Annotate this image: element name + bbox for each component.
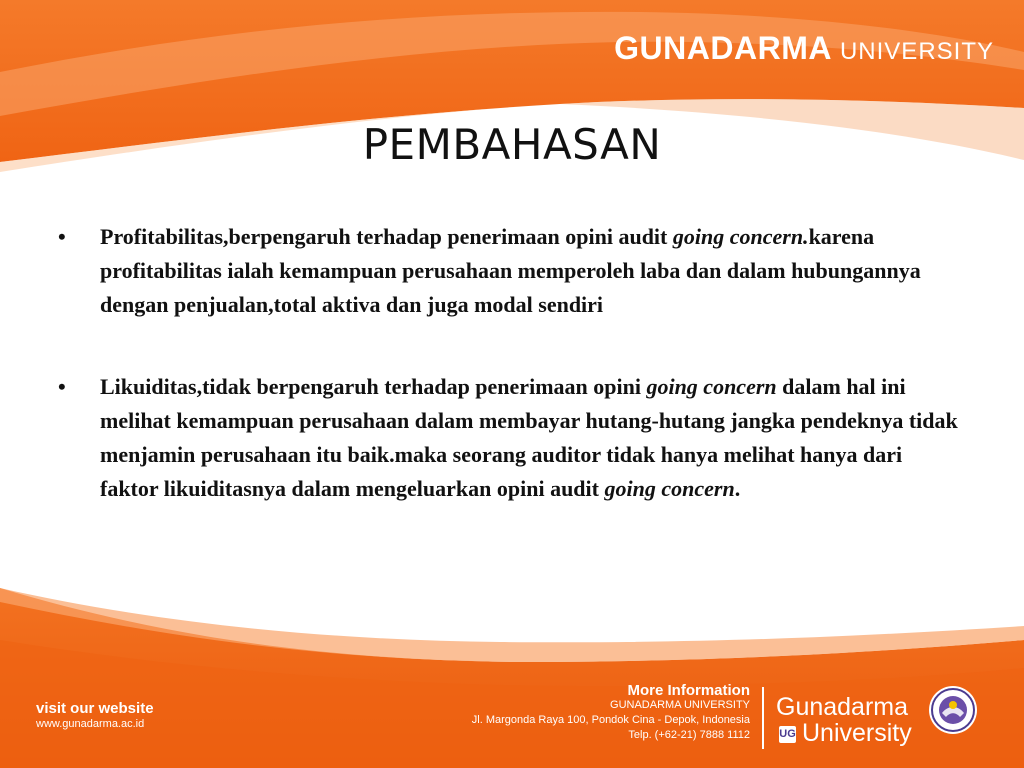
bullet-list [58,220,958,506]
bullet-rest: karena profitabilitas ialah kemampuan perusahaan memperoleh laba dan dalam hubungannya dengan penjualan,total aktiva dan juga modal sendiri [100,224,921,317]
bullet-item-likuiditas [58,370,958,506]
bullet-italic-term-2: going concern [604,476,735,501]
slide-title: PEMBAHASAN [362,120,662,169]
bullet-lead: Likuiditas,tidak berpengaruh terhadap penerimaan opini [100,374,647,399]
org-name: GUNADARMA UNIVERSITY [610,699,750,711]
more-info-heading: More Information [627,682,750,699]
ug-mark-icon: UG [779,726,796,743]
bullet-marker: • [58,224,66,249]
footer-website [36,700,154,730]
bullet-italic-term: going concern [646,374,777,399]
bullet-lead: Profitabilitas,berpengaruh terhadap penerimaan opini audit [100,224,673,249]
brand-wordmark [614,30,994,67]
brand-name-bold: GUNADARMA [614,30,832,66]
footer-divider [762,687,764,749]
website-link[interactable]: www.gunadarma.ac.id [36,718,145,730]
footer-contact [472,683,750,743]
address-text: Jl. Margonda Raya 100, Pondok Cina - Depok, Indonesia [471,714,750,726]
visit-label: visit our website [36,700,154,717]
university-seal-icon [928,685,978,735]
bullet-end: . [734,476,741,501]
bullet-marker: • [58,374,66,399]
logo-line-1: Gunadarma [776,693,909,721]
bullet-item-profitabilitas [58,220,958,322]
bullet-middle: dalam hal ini melihat kemampuan perusahaan dalam membayar hutang-hutang jangka pendeknya tidak menjamin perusahaan itu baik.maka seorang auditor tidak hanya melihat hanya dari faktor likuiditasnya dalam mengeluarkan opini audit [100,374,958,501]
brand-name-light: UNIVERSITY [839,38,994,65]
footer-logo [776,694,912,746]
bullet-italic-term: going concern. [672,224,809,249]
logo-line-2: University [802,719,912,747]
phone-text: Telp. (+62-21) 7888 1112 [628,729,750,741]
